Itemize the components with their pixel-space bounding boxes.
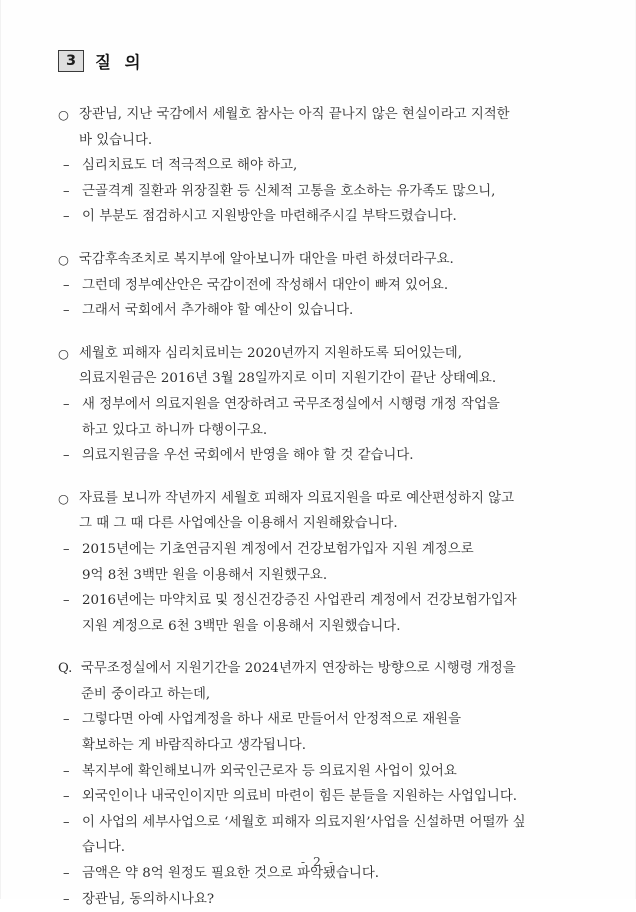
item-text-continuation: 의료지원금은 2016년 3월 28일까지로 이미 지원기간이 끝난 상태예요. — [79, 371, 497, 387]
item-text-continuation: 확보하는 게 바람직하다고 생각됩니다. — [82, 738, 306, 754]
item-text: 새 정부에서 의료지원을 연장하려고 국무조정실에서 시행령 개정 작업을 — [82, 396, 500, 412]
sub-point — [58, 392, 583, 443]
dash-bullet-icon: – — [63, 303, 70, 319]
section-number-box: 3 — [58, 50, 84, 72]
dash-bullet-icon: – — [63, 866, 70, 882]
sub-point — [58, 204, 583, 230]
dash-bullet-icon: – — [63, 183, 70, 199]
item-text-continuation: 하고 있다고 하니까 다행이구요. — [82, 422, 268, 438]
circle-bullet-icon: ○ — [58, 345, 69, 361]
dash-bullet-icon: – — [63, 541, 70, 557]
item-text: 그런데 정부예산안은 국감이전에 작성해서 대안이 빠져 있어요. — [82, 277, 449, 293]
main-point — [58, 341, 583, 392]
item-text: 이 사업의 세부사업으로 ‘세월호 피해자 의료지원’사업을 신설하면 어떨까 싶 — [82, 814, 526, 830]
item-text: 외국인이나 내국인이지만 의료비 마련이 힘든 분들을 지원하는 사업입니다. — [82, 789, 518, 805]
question-blocks — [58, 102, 583, 912]
sub-point — [58, 537, 583, 588]
item-text-continuation: 9억 8천 3백만 원을 이용해서 지원했구요. — [82, 567, 328, 583]
page-number: - 2 - — [300, 854, 336, 869]
item-text-continuation: 바 있습니다. — [79, 132, 153, 148]
sub-point — [58, 273, 583, 299]
item-text: 그렇다면 아예 사업계정을 하나 새로 만들어서 안정적으로 재원을 — [82, 712, 462, 728]
item-text: 국감후속조치로 복지부에 알아보니까 대안을 마련 하셨더라구요. — [79, 251, 454, 267]
page-footer — [0, 854, 636, 869]
question-block — [58, 656, 583, 912]
item-text: 이 부분도 점검하시고 지원방안을 마련해주시길 부탁드렸습니다. — [82, 209, 457, 225]
item-text-continuation: 습니다. — [82, 840, 126, 856]
sub-point — [58, 759, 583, 785]
question-marker: Q. — [58, 661, 73, 677]
item-text-continuation: 그 때 그 때 다른 사업예산을 이용해서 지원해왔습니다. — [79, 516, 398, 532]
question-block — [58, 102, 583, 230]
dash-bullet-icon: – — [63, 277, 70, 293]
sub-point — [58, 588, 583, 639]
dash-bullet-icon: – — [63, 763, 70, 779]
sub-point — [58, 153, 583, 179]
section-heading — [58, 48, 583, 74]
item-text: 금액은 약 8억 원정도 필요한 것으로 파악됐습니다. — [82, 866, 380, 882]
sub-point — [58, 179, 583, 205]
question-point — [58, 656, 583, 707]
dash-bullet-icon: – — [63, 712, 70, 728]
dash-bullet-icon: – — [63, 396, 70, 412]
dash-bullet-icon: – — [63, 209, 70, 225]
dash-bullet-icon: – — [63, 789, 70, 805]
sub-point — [58, 887, 583, 912]
item-text: 복지부에 확인해보니까 외국인근로자 등 의료지원 사업이 있어요 — [82, 763, 457, 779]
sub-point — [58, 443, 583, 469]
circle-bullet-icon: ○ — [58, 490, 69, 506]
item-text: 자료를 보니까 작년까지 세월호 피해자 의료지원을 따로 예산편성하지 않고 — [79, 490, 515, 506]
sub-point — [58, 298, 583, 324]
item-text: 2016년에는 마약치료 및 정신건강증진 사업관리 계정에서 건강보험가입자 — [82, 593, 517, 609]
sub-point — [58, 784, 583, 810]
sub-point — [58, 707, 583, 758]
question-block — [58, 341, 583, 469]
item-text: 2015년에는 기초연금지원 계정에서 건강보험가입자 지원 계정으로 — [82, 541, 474, 557]
question-block — [58, 247, 583, 324]
circle-bullet-icon: ○ — [58, 251, 69, 267]
item-text: 세월호 피해자 심리치료비는 2020년까지 지원하도록 되어있는데, — [79, 345, 462, 361]
item-text: 장관님, 동의하시나요? — [82, 891, 215, 907]
dash-bullet-icon: – — [63, 158, 70, 174]
item-text: 그래서 국회에서 추가해야 할 예산이 있습니다. — [82, 303, 354, 319]
dash-bullet-icon: – — [63, 593, 70, 609]
item-text: 근골격계 질환과 위장질환 등 신체적 고통을 호소하는 유가족도 많으니, — [82, 183, 496, 199]
main-point — [58, 102, 583, 153]
circle-bullet-icon: ○ — [58, 107, 69, 122]
main-point — [58, 486, 583, 537]
section-title: 질 의 — [95, 53, 145, 72]
item-text-continuation: 준비 중이라고 하는데, — [81, 686, 211, 702]
item-text: 의료지원금을 우선 국회에서 반영을 해야 할 것 같습니다. — [82, 448, 414, 464]
item-text-continuation: 지원 계정으로 6천 3백만 원을 이용해서 지원했습니다. — [82, 618, 401, 634]
document-content — [58, 48, 583, 912]
main-point — [58, 247, 583, 273]
item-text: 심리치료도 더 적극적으로 해야 하고, — [82, 158, 298, 174]
dash-bullet-icon: – — [63, 891, 70, 907]
question-block — [58, 486, 583, 640]
item-text: 장관님, 지난 국감에서 세월호 참사는 아직 끝나지 않은 현실이라고 지적한 — [79, 107, 510, 122]
dash-bullet-icon: – — [63, 814, 70, 830]
item-text: 국무조정실에서 지원기간을 2024년까지 연장하는 방향으로 시행령 개정을 — [81, 661, 516, 677]
dash-bullet-icon: – — [63, 448, 70, 464]
